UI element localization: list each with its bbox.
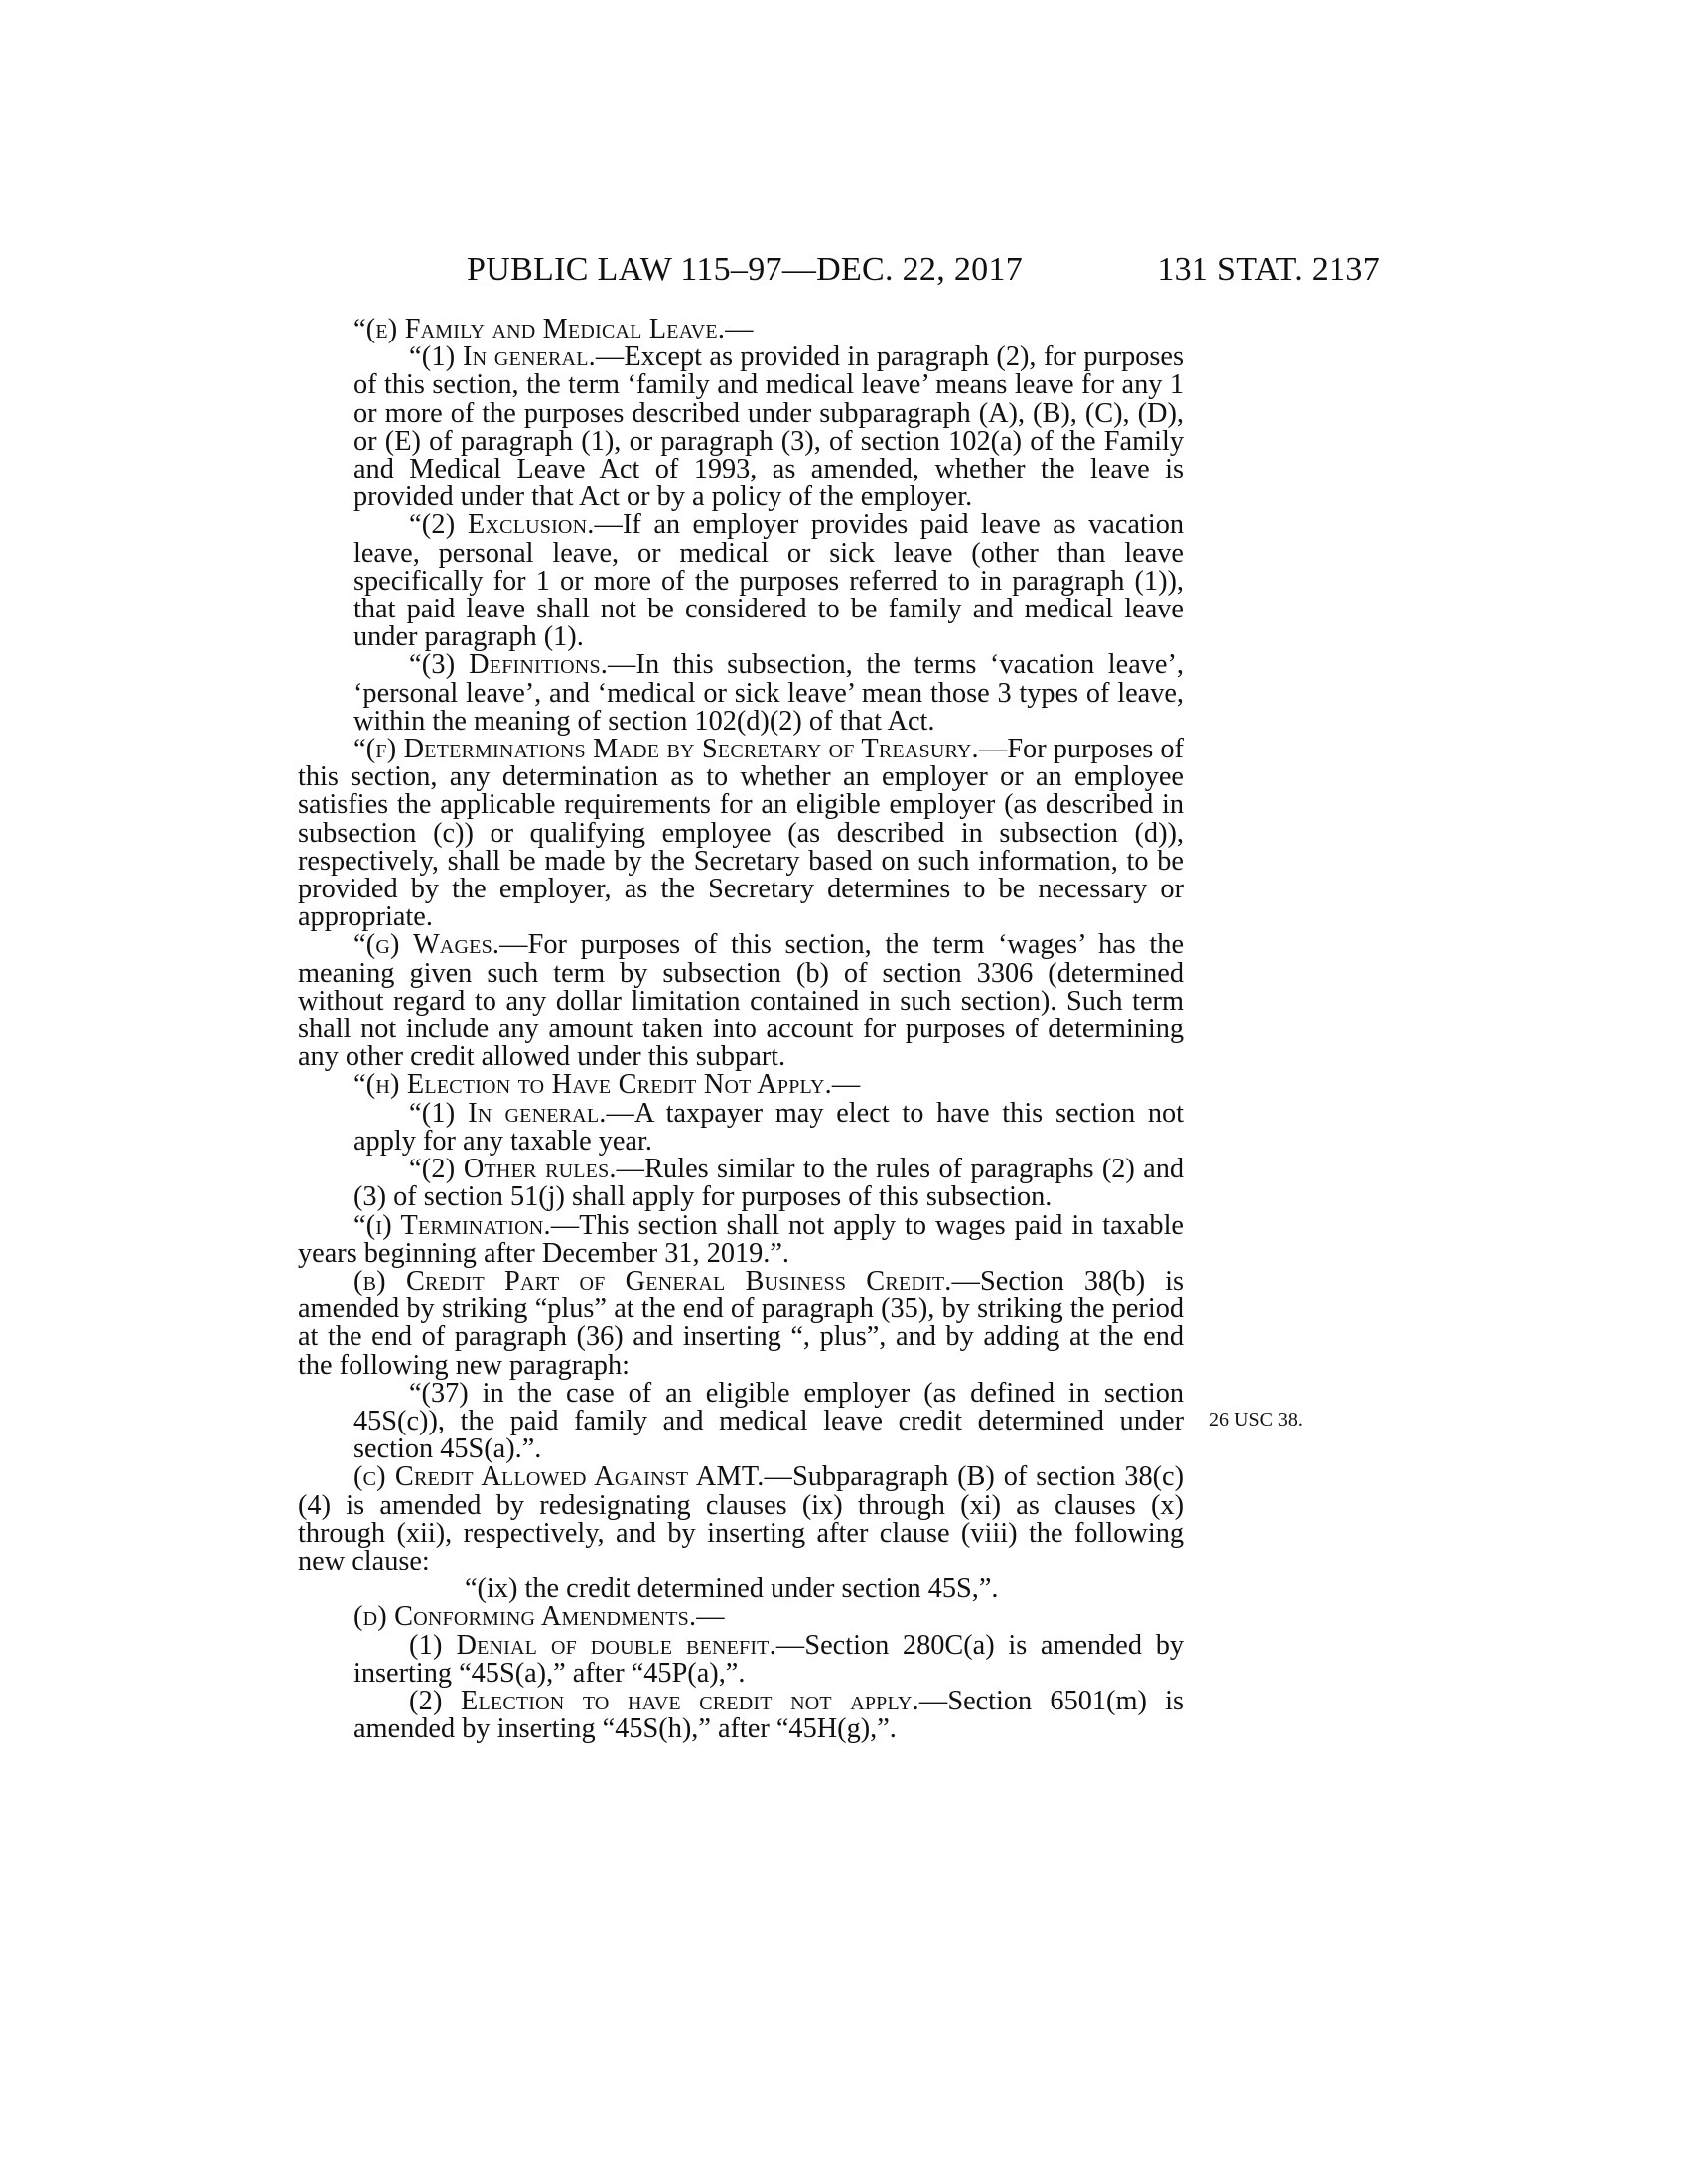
subsection-h-paragraph-2: “(2) Other rules.—Rules similar to the rules of paragraphs (2) and (3) of section 51(j) shall apply for purposes of this subsection. (353, 1154, 1185, 1213)
section-b: (b) Credit Part of General Business Credit.—Section 38(b) is amended by striking “plus” at the end of paragraph (35), by striking the period at the end of paragraph (36) and inserting “, plus”, and by adding at the end the following new paragraph: (298, 1265, 1184, 1381)
section-c-new-clause-ix: “(ix) the credit determined under section 45S,”. (465, 1573, 999, 1605)
running-header (467, 250, 1380, 290)
usc-margin-note: 26 USC 38. (1209, 1409, 1303, 1431)
section-c: (c) Credit Allowed Against AMT.—Subparagraph (B) of section 38(c)(4) is amended by redesignating clauses (ix) through (xi) as clauses (x) through (xii), respectively, and by inserting after clause (viii) the following new clause: (298, 1461, 1184, 1576)
subsection-i: “(i) Termination.—This section shall not apply to wages paid in taxable years beginning after December 31, 2019.”. (298, 1209, 1184, 1269)
section-d-heading: (d) Conforming Amendments.— (353, 1601, 725, 1633)
statute-body (298, 316, 1184, 1743)
subsection-f: “(f) Determinations Made by Secretary of Treasury.—For purposes of this section, any determination as to whether an employer or an employee satisfies the applicable requirements for an eligible employer (as described in subsection (c)) or qualifying employee (as described in subsection (d)), respectively, shall be made by the Secretary based on such information, to be provided by the employer, as the Secretary determines to be necessary or appropriate. (298, 734, 1184, 933)
section-d-paragraph-2: (2) Election to have credit not apply.—Section 6501(m) is amended by inserting “45S(h),” after “45H(g),”. (353, 1685, 1184, 1745)
section-d-paragraph-1: (1) Denial of double benefit.—Section 280C(a) is amended by inserting “45S(a),” after “45P(a),”. (353, 1629, 1184, 1689)
subsection-e-paragraph-2: “(2) Exclusion.—If an employer provides paid leave as vacation leave, personal leave, or medical or sick leave (other than leave specifically for 1 or more of the purposes referred to in paragraph (1)), that paid leave shall not be considered to be family and medical leave under paragraph (1). (353, 509, 1184, 653)
section-b-new-paragraph-37: “(37) in the case of an eligible employer (as defined in section 45S(c)), the paid family and medical leave credit determined under section 45S(a).”. (353, 1377, 1184, 1465)
subsection-e-paragraph-1: “(1) In general.—Except as provided in paragraph (2), for purposes of this section, the term ‘family and medical leave’ means leave for any 1 or more of the purposes described under subparagraph (A), (B), (C), (D), or (E) of paragraph (1), or paragraph (3), of section 102(a) of the Family and Medical Leave Act of 1993, as amended, whether the leave is provided under that Act or by a policy of the employer. (353, 341, 1184, 513)
subsection-h-heading: “(h) Election to Have Credit Not Apply.— (353, 1069, 861, 1101)
subsection-g: “(g) Wages.—For purposes of this section, the term ‘wages’ has the meaning given such term by subsection (b) of section 3306 (determined without regard to any dollar limitation contained in such section). Such term shall not include any amount taken into account for purposes of determining any other credit allowed under this subpart. (298, 929, 1184, 1073)
subsection-e-heading: “(e) Family and Medical Leave.— (353, 314, 754, 344)
public-law-citation: PUBLIC LAW 115–97—DEC. 22, 2017 (467, 251, 1024, 288)
subsection-e-paragraph-3: “(3) Definitions.—In this subsection, the terms ‘vacation leave’, ‘personal leave’, and ‘medical or sick leave’ mean those 3 types of leave, within the meaning of section 102(d)(2) of that Act. (353, 649, 1184, 737)
statute-page-number: 131 STAT. 2137 (1157, 251, 1380, 288)
subsection-h-paragraph-1: “(1) In general.—A taxpayer may elect to have this section not apply for any taxable year. (353, 1097, 1184, 1157)
